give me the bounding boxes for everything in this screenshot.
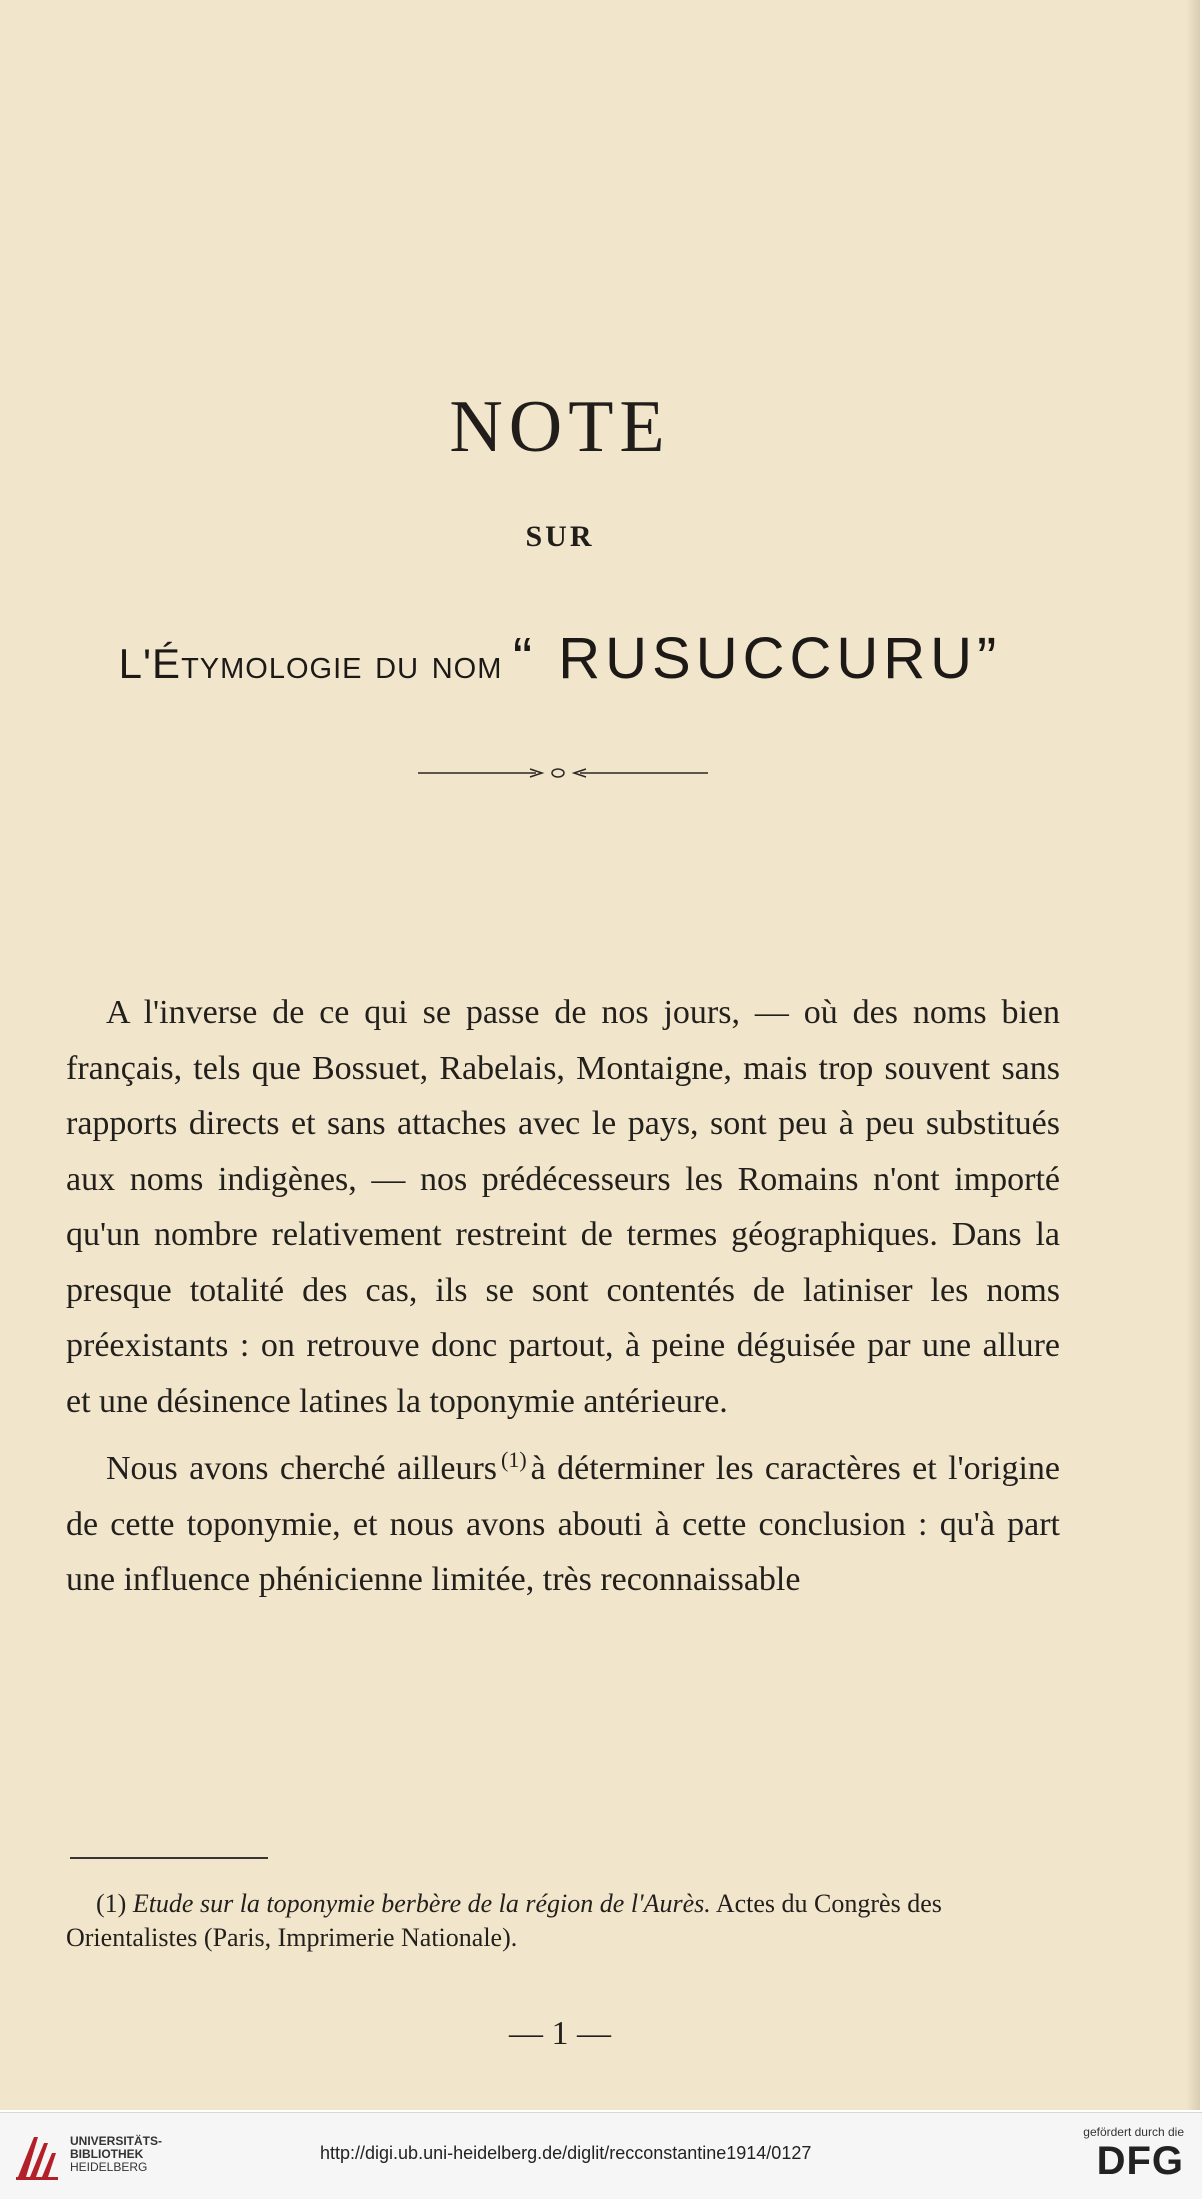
- paragraph-1: A l'inverse de ce qui se passe de nos jours, — où des noms bien français, tels que Bossuet, Rabelais, Montaigne, mais trop souvent sans rapports directs et sans attaches avec le pays, sont peu à peu substitués aux noms indigènes, — nos prédécesseurs les Romains n'ont importé qu'un nombre relativement restreint de termes géographiques. Dans la presque totalité des cas, ils se sont contentés de latiniser les noms préexistants : on retrouve donc partout, à peine déguisée par une allure et une désinence latines la toponymie antérieure.: [66, 994, 1060, 1420]
- body-text: [66, 985, 1060, 1608]
- paragraph-2-rest: à déterminer les caractères et l'origine de cette toponymie, et nous avons abouti à cette conclusion : qu'à part une influence phénicienne limitée, très reconnaissable: [66, 1450, 1060, 1598]
- footnote-rule: [70, 1857, 268, 1859]
- sponsor: [1083, 2125, 1184, 2183]
- source-url-link[interactable]: http://digi.ub.uni-heidelberg.de/diglit/recconstantine1914/0127: [320, 2143, 812, 2163]
- paragraph-2-start: Nous avons cherché ailleurs: [106, 1450, 498, 1487]
- sponsor-text: gefördert durch die: [1083, 2125, 1184, 2139]
- library-line-3: HEIDELBERG: [70, 2160, 148, 2174]
- paragraph-2: [66, 1432, 1060, 1608]
- footnote-italic: Etude sur la toponymie berbère de la région de l'Aurès.: [132, 1889, 711, 1918]
- document-title: NOTE: [449, 386, 671, 468]
- document-subtitle: [0, 625, 1120, 692]
- page-number: — 1 —: [509, 2015, 611, 2052]
- library-name: [70, 2135, 162, 2174]
- footnote: [66, 1887, 1060, 1955]
- footnote-rest: Actes du Congrès des Orientalistes (Paris, Imprimerie Nationale).: [66, 1889, 942, 1952]
- document-sur: SUR: [525, 520, 595, 553]
- university-library-logo-icon: [12, 2131, 60, 2183]
- footnote-number: (1): [96, 1889, 127, 1918]
- library-line-1: UNIVERSITÄTS-: [70, 2134, 163, 2148]
- library-line-2: BIBLIOTHEK: [70, 2147, 144, 2161]
- page-edge-shadow: [1186, 0, 1200, 2110]
- footer-bar: [0, 2112, 1202, 2199]
- subtitle-name: “ RUSUCCURU”: [512, 626, 1002, 691]
- subtitle-prefix: L'Étymologie du nom: [118, 640, 503, 687]
- dfg-logo: DFG: [1096, 2139, 1184, 2183]
- ornament-divider: [418, 763, 708, 783]
- footnote-reference: (1): [501, 1447, 527, 1472]
